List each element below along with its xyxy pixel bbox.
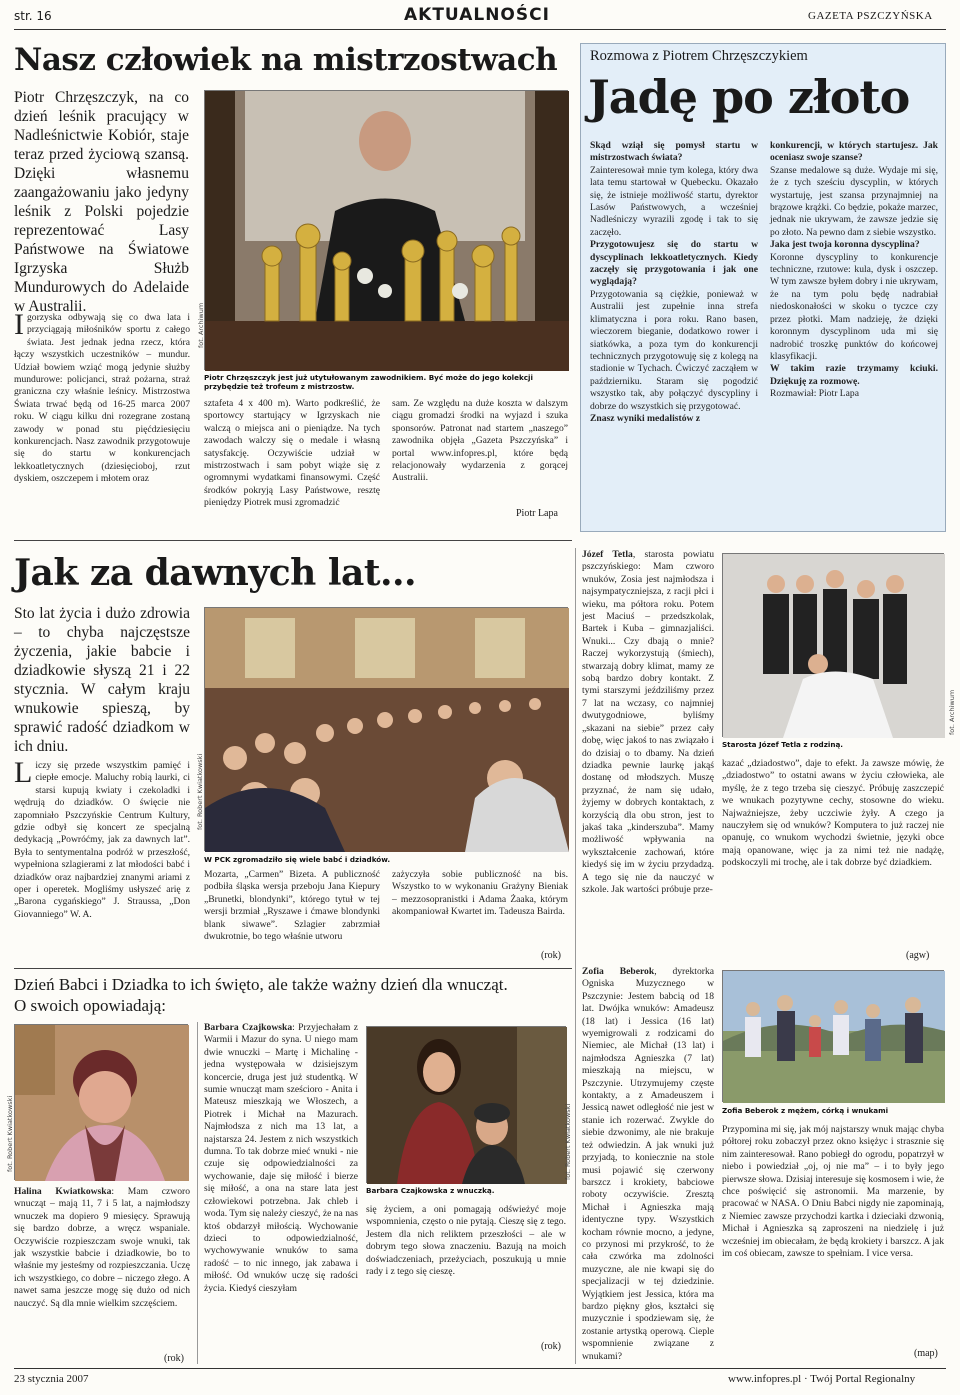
beberok-sign: (map) (914, 1348, 938, 1359)
czajkowska-name: Barbara Czajkowska (204, 1022, 293, 1033)
woman-portrait-art (15, 1025, 189, 1181)
tetla-text-col2: kazać „dziadostwo”, daje to efekt. Ja zawsze mówię, że „dziadostwo” to ostatni awans w życiu człowieka, ale myślę, że z tego trzeba się cieszyć. Próbuję zaszczepić we wnukach pozytywne cechy, stosowne do wieku. Najważniejsze, żeby uczciwie żyły. A czego ja nauczyłem się od wnuków? Komputera to już raczej nie opanuję, co wnukom wychodzi świetnie, języki obce mają opanowane, więc ja za nimi też nie nadążę, podskoczyli mi trochę, ale i tak dobrze być dziadkiem. (722, 758, 944, 869)
czajkowska-text (204, 1022, 358, 1364)
section-divider (14, 540, 572, 541)
section3-heading-line1: Dzień Babci i Dziadka to ich święto, ale także ważny dzień dla wnucząt. (14, 975, 508, 994)
interview-col1 (590, 140, 758, 528)
article2-col1-text: iczy się przede wszystkim pamięć i ciepłe emocje. Maluchy robią laurki, ci starsi kupują kwiaty i czekoladki i wędrują do dziadków. O święcie nie zapomniało Pszczyńskie Centrum Kultury, gdzie odbył się koncert ze specjalną dedykacją „Powróćmy, jak za dawnych lat”. Była to sentymentalna podróż w przeszłość, wypełniona szlagierami z lat młodości babć i dziadków oraz najbardziej znanymi ariami z oper i operetek. Mogliśmy usłyszeć arię z „Barona cygańskiego” J. Straussa, „Don Giovanniego” W. A. (14, 760, 190, 920)
family-outdoor-photo-art (723, 971, 945, 1103)
publication-name: GAZETA PSZCZYŃSKA (808, 10, 933, 22)
article1-dropcap: I (14, 308, 24, 341)
interview-question: Znasz wyniki medalistów z (590, 412, 701, 424)
audience-photo-art (205, 608, 569, 852)
beberok-text-body: , dyrektorka Ogniska Muzycznego w Pszczynie: Jestem babcią od 18 lat. Dwójka wnuków: Amadeusz (18 lat) i Jessica (16 lat) wyemigrowali z rodzicami do Niemiec, ale Michał (13 lat) i najmłodsza Agnieszka (7 lat) mieszkają na miejscu, w Pszczynie. Utrzymujemy częste kontakty, a z Amadeuszem i Jessicą nawet odległość nie jest w stanie ich rozerwać. Zwykle do siebie dzwonimy, ale nie brakuje też odwiedzin. A jak wnuki już przyjadą, to koniecznie na stole musi pojawić się czerwony barszcz i krokiety, babciowe roboty oczywiście. Zresztą Michał i Agnieszka mają identyczne typy. Wszystkich kocham równie mocno, a jedyne, co przynosi mi przykrość, to że cała czwórka ma zdolności muzyczne, ale nie kwapi się do specjalizacji w tej dziedzinie. Wyjątkiem jest Jessica, która ma bardzo piękny głos, kształci się muzycznie i spodziewam się, że zostanie artystką operową. Cieple wspomnienie związane z wnukami? (582, 966, 714, 1362)
kwiatkowska-photo (14, 1024, 188, 1180)
family-photo-art (723, 554, 945, 738)
article1-title: Nasz człowiek na mistrzostwach (14, 42, 558, 78)
page-number: str. 16 (14, 9, 52, 23)
kwiatkowska-sign: (rok) (164, 1353, 184, 1364)
interview-answer: Koronne dyscypliny to konkurencje techniczne, rzutowe: kula, dysk i oszczep. W tym zawsze byłem dobry i nie ukrywam, że na tym polu będę nadrabiał niedoskonałości w skoku o tyczce czy przez płotki. Mam nadzieję, że dzięki koronnym dyscyplinom uda mi się nadrobić troszkę punktów do końcowej klasyfikacji. (770, 251, 938, 362)
article2-dropcap: L (14, 756, 33, 789)
tetla-text-1: , starosta powiatu pszczyńskiego: Mam czworo wnuków, Zosia jest najmłodsza i najsympatyczniejsza, z racji płci i wieku, ma półtora roku. Potem jest Maciuś – przedszkolak, Bartek i Kuba – gimnazjaliści. Wnuki... Czy dbają o mnie? Raczej wykorzystują (śmiech), stwarzają dobry klimat, mamy ze sobą bardzo dobry kontakt. Z tymi starszymi jeździliśmy przez 7 lat na wczasy, co najmniej dwutygodniowe, byliśmy „skazani na siebie” przez cały dobę, więc jakoś to nas związało i do dzisiaj o to dbamy. Na dzień dziadka pewnie laurkę jakąś dostanę od młodszych. Muszę przyznać, że nam się udało, żyjemy w dobrych kontaktach, z korzyścią dla obu stron, jest to jakaś taka „kinderszuba”. Mamy możliwość wpływania na wykształcenie zachowań, które kiedyś się im w życiu przydadzą. A tego się nie da nauczyć w szkole. Jak wartości próbuje prze- (582, 549, 714, 895)
tetla-sign: (agw) (906, 950, 930, 961)
header-rule (14, 29, 946, 30)
article1-col2: sztafeta 4 x 400 m). Warto podkreślić, że sportowcy startujący w Igrzyskach nie walczą o miejsca ani o pieniądze. Na tych zawodach walczy się o medale i własną satysfakcję. Oczywiście udział w mistrzostwach i sam pobyt wiąże się z ogromnymi wydatkami finansowymi. Część środków pokryją Lasy Państwowe, resztę pieniędzy Piotrek musi zgromadzić (204, 398, 380, 509)
beberok-photo (722, 970, 944, 1102)
tetla-photo (722, 553, 944, 737)
article2-title: Jak za dawnych lat... (14, 552, 417, 594)
article2-col2: Mozarta, „Carmen” Bizeta. A publiczność podbiła śląska wersja przeboju Jana Kiepury „Brunetki, blondynki”, którego tytuł w tej wersji brzmiał „Ryszawe i ćmawe blondynki blank siwawe”. Szlagier zabrzmiał dwukrotnie, bo tego właśnie utworu (204, 869, 380, 943)
article2-photo-caption: W PCK zgromadziło się wiele babć i dziadków. (204, 855, 391, 864)
interview-question: Jaka jest twoja koronna dyscyplina? (770, 239, 920, 251)
czajkowska-sign: (rok) (541, 1341, 561, 1352)
interview-col2 (770, 140, 938, 528)
tetla-name: Józef Tetla (582, 549, 633, 560)
interview-byline: Rozmawiał: Piotr Lapa (770, 388, 859, 400)
tetla-photo-credit: fot. Archiwum (948, 689, 956, 735)
article2-photo-credit: fot. Robert Kwiatkowski (196, 753, 204, 830)
section3-heading-line2: O swoich opowiadają: (14, 996, 167, 1015)
article1-col3: sam. Ze względu na duże koszta w dalszym ciągu gromadzi środki na wyjazd i szuka sponsorów. Patronat nad startem „naszego” zawodnika objęła „Gazeta Pszczyńska” i portal www.infopres.pl, które będą relacjonowały wydarzenia z gorącej Australii. (392, 398, 568, 484)
article2-col1 (14, 756, 190, 965)
article1-col1 (14, 308, 190, 534)
tetla-photo-caption: Starosta Józef Tetla z rodziną. (722, 740, 844, 749)
interview-answer: Szanse medalowe są duże. Wydaje mi się, że z tych sześciu dyscyplin, w których wystartuję, jest szansa przynajmniej na brązowe krążki. Co będzie, pokaże marzec, jednak nie ukrywam, że zawsze jedzie się po złoto. Na pewno dam z siebie wszystko. (770, 164, 938, 238)
column-rule (575, 548, 576, 1364)
beberok-photo-caption: Zofia Beberok z mężem, córką i wnukami (722, 1106, 889, 1115)
article2-sign: (rok) (541, 950, 561, 961)
kwiatkowska-text-body: : Mam czworo wnucząt – mają 11, 7 i 5 lat, a najmłodszy wnuczek ma dopiero 9 miesięcy. Sprawują się bardzo dobrze, a wręcz wspaniale. Oczywiście rozpieszczam swoje wnuki, tak jak wszystkie babcie i dziadkowie, bo to właśnie my jesteśmy od rozpieszczania. Uczę ich wszystkiego, co dobre – niczego złego. A nawet sama jeszcze mogę się dużo od nich nauczyć. Są dla mnie wielkim szczęściem. (14, 1186, 190, 1309)
section-divider (14, 968, 572, 969)
czajkowska-text-col2: się życiem, a oni pomagają odświeżyć moje wspomnienia, często o nie pytają. Cieszę się z tego. Jestem dla nich reliktem przeszłości – ale w dobrym tego słowa znaczeniu. Bazują na moich doświadczeniach, przeżyciach, poszukują u mnie rady i z tego się cieszę. (366, 1204, 566, 1278)
article1-photo-credit: fot. Archiwum (197, 302, 205, 348)
kwiatkowska-photo-credit: fot. Robert Kwiatkowski (6, 1095, 14, 1172)
beberok-text (582, 966, 714, 1364)
interview-kicker: Rozmowa z Piotrem Chrzęszczykiem (590, 48, 808, 64)
article1-author: Piotr Lapa (516, 508, 558, 519)
footer-site: www.infopres.pl · Twój Portal Regionalny (728, 1373, 916, 1385)
interview-question: W takim razie trzymamy kciuki. Dziękuję za rozmowę. (770, 363, 938, 387)
article1-col1-text: gorzyska odbywają się co dwa lata i przyciągają miłośników sportu z całego świata. Jest jednak jedna rzecz, która łączy wszystkich uczestników – mundur. Udział bowiem wziąć mogą jedynie służby mundurowe: policjanci, straż pożarna, straż graniczna czy właśnie leśnicy. Mistrzostwa Świata trwać będą od 16-25 marca 2007 roku. W ciągu kilku dni rozegrane zostaną zawody w ponad stu pięćdziesięciu konkurencjach. Nasz zawodnik przygotowuje się do startu w konkurencjach lekkoatletycznych (dziesięcioboj, rzut dyskiem, oszczepem i młotem oraz (14, 312, 190, 485)
czajkowska-photo-caption: Barbara Czajkowska z wnuczką. (366, 1186, 495, 1195)
section3-heading (14, 974, 574, 1016)
column-rule (197, 1022, 198, 1364)
article1-lead: Piotr Chrzęszczyk, na co dzień leśnik pracujący w Nadleśnictwie Kobiór, staje teraz przed życiową szansą. Dzięki własnemu zaangażowaniu jako jedyny leśnik z Polski pojedzie reprezentować Lasy Państwowe na Światowe Igrzyska Służb Mundurowych do Adelaide w Australii. (14, 89, 189, 315)
trophies-photo-art (205, 91, 569, 371)
beberok-name: Zofia Beberok (582, 966, 655, 977)
article2-lead: Sto lat życia i dużo zdrowia – to chyba najczęstsze życzenia, jakie babcie i dziadkowie słyszą 21 i 22 stycznia. W całym kraju wnukowie spieszą, by sprawić radość dziadkom w ich dniu. (14, 605, 190, 755)
article2-photo (204, 607, 568, 851)
interview-answer: Zainteresował mnie tym kolega, który dwa lata temu startował w Quebecku. Okazało się, że istnieje możliwość startu, dyrektor Lasów Państwowych, a wcześniej Nadleśniczy wyrazili zgodę i tak to się zaczęło. (590, 164, 758, 238)
article1-photo-caption: Piotr Chrzęszczyk jest już utytułowanym zawodnikiem. Być może do jego kolekcji przybędzie też trofeum z mistrzostw. (204, 373, 533, 391)
interview-question: konkurencji, w których startujesz. Jak oceniasz swoje szanse? (770, 140, 938, 164)
kwiatkowska-name: Halina Kwiatkowska (14, 1186, 112, 1197)
czajkowska-text-body: : Przyjechałam z Warmii i Mazur do syna. U niego mam dwie wnuczki – Martę i Michalinę - jedna występowała w dzisiejszym koncercie, druga jest już studentką. W sumie wnucząt mam sześcioro - Anita i Mateusz mieszkają we Włoszech, a Piotrek i Michał na Mazurach. Najmłodsza z nich ma 13 lat, a najstarsza 24. Jestem z nich wszystkich dumna. To tak dobrze mieć wnuki - nie czuje się odpowiedzialności za wychowanie, daje się miłość i bierze się miłość, a ona na stare lata jest człowiekowi potrzebna. Jak chleb i woda. Tym się należy cieszyć, że na nas ktoś obdarzył miłością. Wychowanie dzieci to odpowiedzialność, wychowywanie wnuków to sama radość – to nic innego, jak zabawa i miłość. Od wnuków uczę się radości życia. Kiedyś cieszyłam (204, 1022, 358, 1294)
tetla-text (582, 549, 714, 975)
section-name: AKTUALNOŚCI (404, 5, 550, 25)
interview-question: Przygotowujesz się do startu w dyscyplinach lekkoatletycznych. Kiedy zaczęły się przygotowania i jak one wyglądają? (590, 239, 758, 288)
czajkowska-photo-credit: fot. Robert Kwiatkowski (564, 1103, 572, 1180)
footer-rule (14, 1368, 946, 1369)
interview-answer: Przygotowania są ciężkie, ponieważ w Australii jest zupełnie inna strefa klimatyczna i pora roku. Rano basen, wieczorem bieganie, dodatkowo rower i siatkówka, a poza tym do konkurencji technicznych przygotowuję się z kolegą na stadionie w Tychach. Ćwiczyć zacząłem w październiku. Staram się pogodzić wszystko tak, aby połączyć dyscypliny i dobrze do wszystkich się przygotować. (590, 288, 758, 412)
interview-question: Skąd wziął się pomysł startu w mistrzostwach świata? (590, 140, 758, 164)
czajkowska-photo (366, 1026, 566, 1183)
interview-title: Jadę po złoto (588, 70, 910, 124)
grandmother-granddaughter-art (367, 1027, 567, 1184)
kwiatkowska-text (14, 1186, 190, 1364)
article1-photo (204, 90, 568, 370)
article2-col3: zażyczyła sobie publiczność na bis. Wszystko to w wykonaniu Grażyny Bieniak – mezzosopranistki i Adama Żaaka, którym akompaniował Kwartet im. Tadeusza Bairda. (392, 869, 568, 918)
footer-date: 23 stycznia 2007 (14, 1373, 89, 1385)
beberok-text-col2: Przypomina mi się, jak mój najstarszy wnuk mając chyba półtorej roku zobaczył przez okno księżyc i strasznie się nim zainteresował. Rano pobiegł do ogrodu, popatrzył w niebo i powiedział „oj, oj nie ma” – i to były jego pierwsze słowa. Dzisiaj interesuje się kosmosem i wie, że chce poświęcić się astronomii. Ma marzenie, by pracować w NASA. O Dniu Babci nigdy nie zapominają, z Niemiec zawsze przychodzi kartka i dzieciaki dzwonią, Michał i Agnieszka są zaproszeni na niedzielę i już wcześniej im obiecałam, że będą krokiety i barszcz. A jak im coś obiecam, zawsze to spełniam. I vice versa. (722, 1124, 944, 1260)
